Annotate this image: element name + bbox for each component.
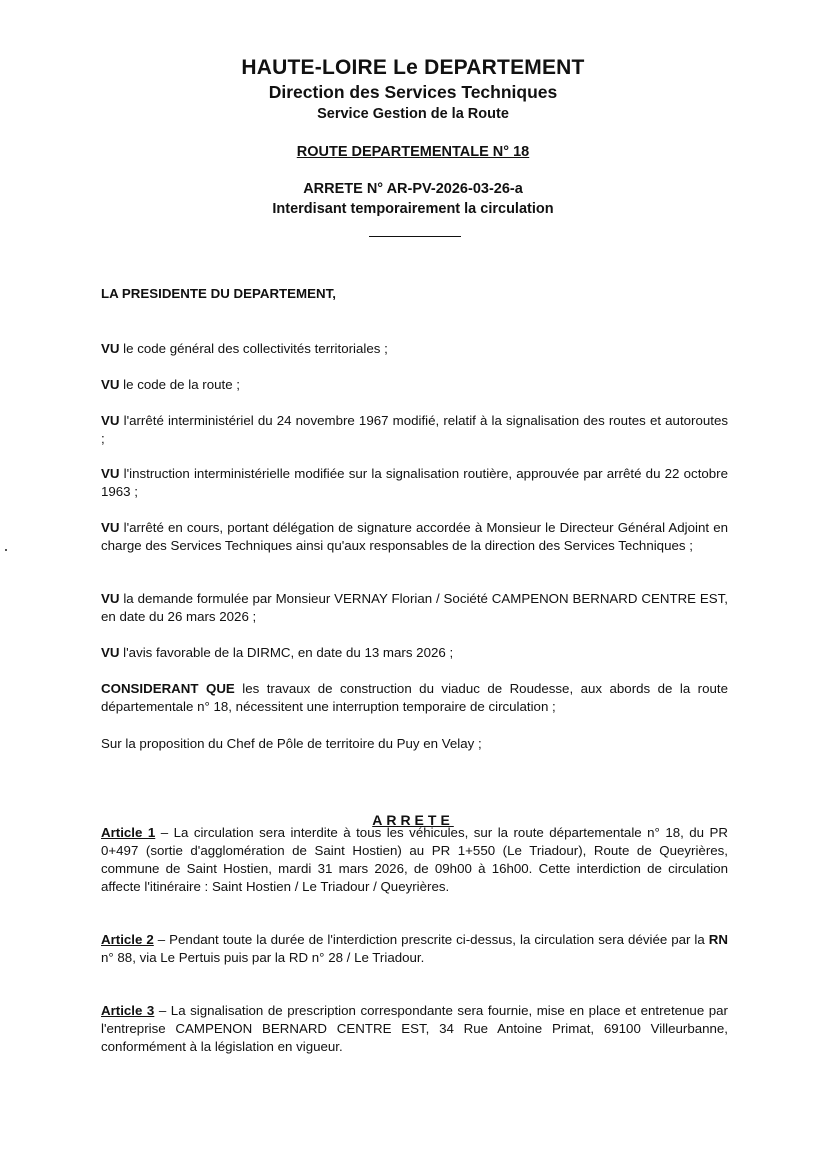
consideration-text: le code général des collectivités territoriales ; [119,341,388,356]
article-label: Article 1 [101,825,156,840]
consideration-text: la demande formulée par Monsieur VERNAY Florian / Société CAMPENON BERNARD CENTRE EST, en date du 26 mars 2026 ; [101,591,728,624]
consideration-text: l'arrêté en cours, portant délégation de signature accordée à Monsieur le Directeur Général Adjoint en charge des Services Techniques ainsi qu'aux responsables de la direction des Services Techniques ; [101,520,728,553]
consideration-item [101,590,728,626]
consideration-item [101,340,728,358]
scan-speck [5,549,7,551]
consideration-lead: VU [101,466,120,481]
consideration-text: l'arrêté interministériel du 24 novembre 1967 modifié, relatif à la signalisation des routes et autoroutes ; [101,413,728,446]
consideration-item [101,376,728,394]
consideration-text: les travaux de construction du viaduc de Roudesse, aux abords de la route départementale n° 18, nécessitent une interruption temporaire de circulation ; [101,681,728,714]
article-text-end: n° 88, via Le Pertuis puis par la RD n° 28 / Le Triadour. [101,950,425,965]
article-text: – La signalisation de prescription correspondante sera fournie, mise en place et entretenue par l'entreprise CAMPENON BERNARD CENTRE EST, 34 Rue Antoine Primat, 69100 Villeurbanne, conformément à la législation en vigueur. [101,1003,728,1054]
presidente-heading: LA PRESIDENTE DU DEPARTEMENT, [101,286,336,301]
service-title: Service Gestion de la Route [317,106,509,122]
article-label: Article 2 [101,932,154,947]
consideration-text: le code de la route ; [119,377,240,392]
direction-title: Direction des Services Techniques [268,82,558,102]
consideration-item [101,644,728,662]
article-text: – Pendant toute la durée de l'interdiction prescrite ci-dessus, la circulation sera déviée par la [153,932,709,947]
proposition-line: Sur la proposition du Chef de Pôle de territoire du Puy en Velay ; [101,736,482,751]
consideration-item [101,519,728,555]
article-2 [101,931,728,967]
department-title: HAUTE-LOIRE Le DEPARTEMENT [241,56,585,79]
consideration-text: l'instruction interministérielle modifiée sur la signalisation routière, approuvée par arrêté du 22 octobre 1963 ; [101,466,728,499]
consideration-item [101,465,728,501]
article-3 [101,1002,728,1056]
consideration-lead: VU [101,413,120,428]
consideration-lead: CONSIDERANT QUE [101,681,235,696]
arrete-number: ARRETE N° AR-PV-2026-03-26-a [303,181,523,197]
consideration-lead: VU [101,520,120,535]
consideration-item [101,680,728,716]
article-text: – La circulation sera interdite à tous les véhicules, sur la route départementale n° 18, du PR 0+497 (sortie d'agglomération de Saint Hostien) au PR 1+550 (Le Triadour), Route de Queyrières, commune de Saint Hostien, mardi 31 mars 2026, de 09h00 à 16h00. Cette interdiction de circulation affecte l'itinéraire : Saint Hostien / Le Triadour / Queyrières. [101,825,728,894]
consideration-lead: VU [101,341,120,356]
route-title: ROUTE DEPARTEMENTALE N° 18 [296,144,530,160]
consideration-lead: VU [101,591,120,606]
article-emphasis: RN [708,932,728,947]
consideration-item [101,412,728,448]
consideration-text: l'avis favorable de la DIRMC, en date du 13 mars 2026 ; [119,645,454,660]
arrete-heading: ARRETE [372,812,454,828]
article-1 [101,824,728,896]
consideration-lead: VU [101,377,120,392]
consideration-lead: VU [101,645,120,660]
arrete-subject: Interdisant temporairement la circulation [272,201,554,217]
header-divider [369,236,461,237]
article-label: Article 3 [101,1003,155,1018]
